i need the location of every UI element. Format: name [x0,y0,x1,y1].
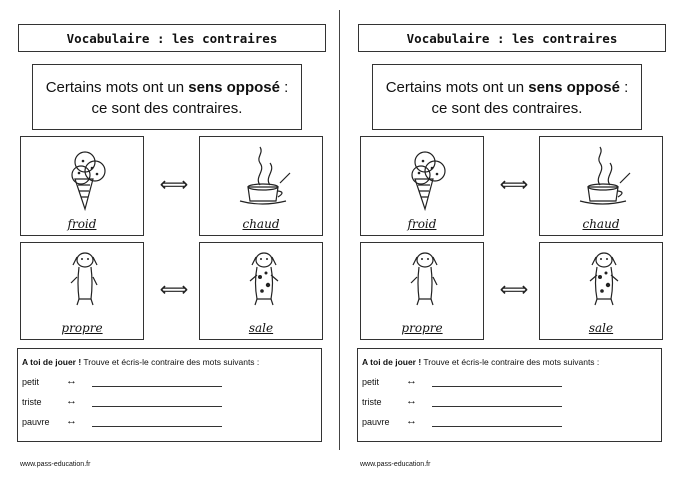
word-propre: propre [61,321,103,335]
exercise-word: petit [22,377,40,387]
exercise-box [357,348,662,442]
exercise-word: triste [22,397,42,407]
word-sale: sale [588,321,614,335]
word-froid: froid [407,217,437,231]
exercise-row [22,377,312,391]
exercise-instruction [22,357,259,367]
left-right-arrow-icon: ↔ [66,395,77,407]
card-froid [360,136,484,236]
worksheet-title: Vocabulaire : les contraires [358,24,666,52]
exercise-word: triste [362,397,382,407]
word-chaud: chaud [582,217,620,231]
rule-text-bold: sens opposé [188,79,280,96]
rule-text-after: : ce sont des contraires. [431,79,629,117]
rule-box [372,64,642,130]
exercise-instruction-text: Trouve et écris-le contraire des mots suivants : [421,357,600,367]
word-froid: froid [67,217,97,231]
answer-line[interactable] [432,426,562,427]
exercise-row [362,417,652,431]
card-chaud [539,136,663,236]
answer-line[interactable] [92,386,222,387]
answer-line[interactable] [432,406,562,407]
exercise-instruction-text: Trouve et écris-le contraire des mots suivants : [81,357,260,367]
answer-line[interactable] [92,406,222,407]
left-right-arrow-icon: ↔ [406,415,417,427]
worksheet-right [340,0,680,480]
word-chaud: chaud [242,217,280,231]
card-propre [20,242,144,340]
exercise-instruction [362,357,599,367]
exercise-row [362,377,652,391]
exercise-word: pauvre [22,417,50,427]
exercise-box [17,348,322,442]
rule-text-before: Certains mots ont un [45,79,189,96]
exercise-word: pauvre [362,417,390,427]
exercise-instruction-bold: A toi de jouer ! [22,357,82,367]
rule-box [32,64,302,130]
left-right-arrow-icon: ↔ [66,415,77,427]
card-froid [20,136,144,236]
left-right-arrow-icon: ↔ [406,375,417,387]
card-sale [199,242,323,340]
footer-url[interactable]: www.pass-education.fr [20,461,91,468]
rule-text-before: Certains mots ont un [385,79,529,96]
card-sale [539,242,663,340]
worksheet-title: Vocabulaire : les contraires [18,24,326,52]
exercise-instruction-bold: A toi de jouer ! [362,357,422,367]
rule-text-after: : ce sont des contraires. [91,79,289,117]
exercise-row [362,397,652,411]
word-sale: sale [248,321,274,335]
opposite-arrow: ⟺ [499,174,529,196]
opposite-arrow: ⟺ [499,279,529,301]
answer-line[interactable] [92,426,222,427]
card-propre [360,242,484,340]
exercise-word: petit [362,377,380,387]
opposite-arrow: ⟺ [159,174,189,196]
exercise-row [22,397,312,411]
answer-line[interactable] [432,386,562,387]
card-chaud [199,136,323,236]
left-right-arrow-icon: ↔ [66,375,77,387]
opposite-arrow: ⟺ [159,279,189,301]
exercise-row [22,417,312,431]
rule-text-bold: sens opposé [528,79,620,96]
word-propre: propre [401,321,443,335]
left-right-arrow-icon: ↔ [406,395,417,407]
footer-url[interactable]: www.pass-education.fr [360,461,431,468]
